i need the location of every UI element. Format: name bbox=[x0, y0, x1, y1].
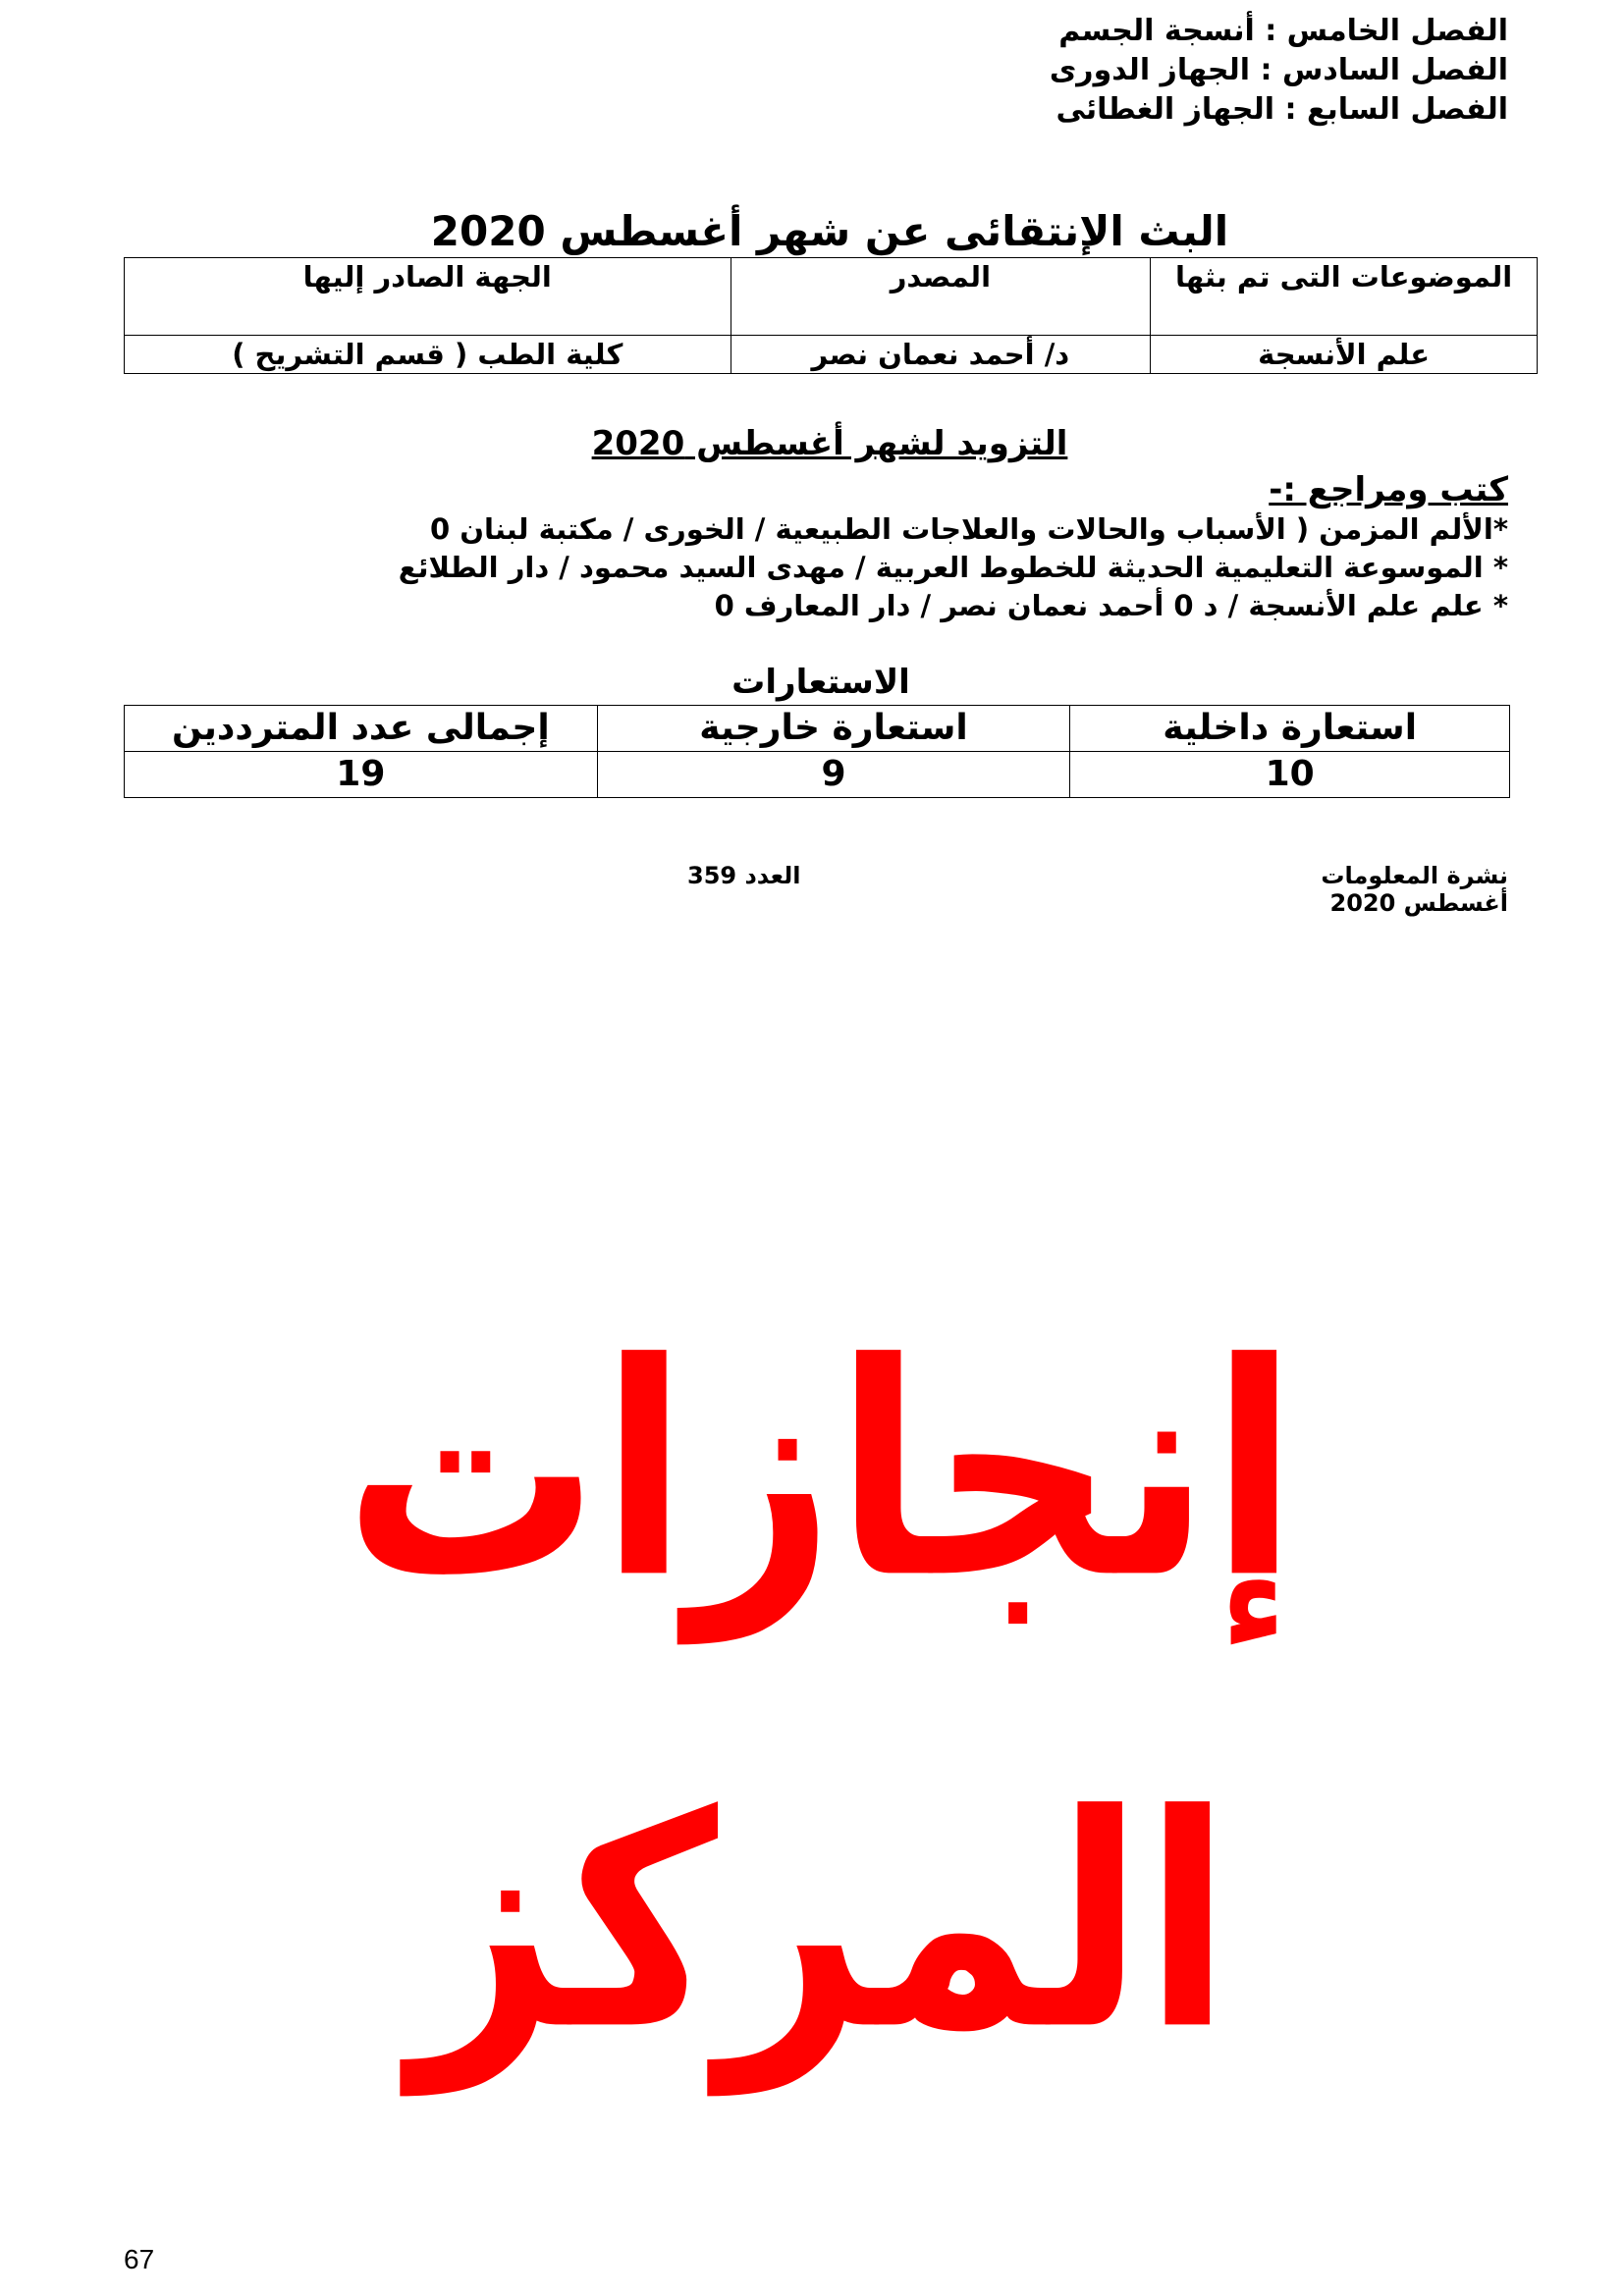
acquisitions-title: التزويد لشهر أغسطس 2020 bbox=[591, 424, 1068, 463]
table-header-row bbox=[125, 706, 1510, 752]
bulletin-info bbox=[1321, 862, 1508, 917]
chapter-line: الفصل السادس : الجهاز الدورى bbox=[1049, 53, 1508, 87]
broadcast-title: البث الإنتقائى عن شهر أغسطس 2020 bbox=[430, 207, 1229, 255]
table-header-row bbox=[125, 258, 1538, 336]
table-header-cell: استعارة خارجية bbox=[597, 706, 1070, 752]
table-cell: كلية الطب ( قسم التشريح ) bbox=[125, 336, 731, 374]
table-header-cell: استعارة داخلية bbox=[1070, 706, 1510, 752]
table-row bbox=[125, 336, 1538, 374]
table-header-cell: المصدر bbox=[731, 258, 1151, 336]
chapter-line: الفصل السابع : الجهاز الغطائى bbox=[1056, 92, 1508, 127]
loans-title: الاستعارات bbox=[731, 663, 910, 702]
chapter-line: الفصل الخامس : أنسجة الجسم bbox=[1058, 14, 1508, 48]
table-cell: 9 bbox=[597, 752, 1070, 798]
table-cell: علم الأنسجة bbox=[1151, 336, 1538, 374]
table-header-cell: الموضوعات التى تم بثها bbox=[1151, 258, 1538, 336]
section-heading: إنجازات المركز bbox=[344, 1302, 1298, 2095]
bulletin-date: أغسطس 2020 bbox=[1329, 889, 1508, 917]
bulletin-name: نشرة المعلومات bbox=[1321, 862, 1508, 889]
broadcast-table bbox=[124, 257, 1538, 374]
table-cell: 19 bbox=[125, 752, 598, 798]
table-header-cell: إجمالى عدد المترددين bbox=[125, 706, 598, 752]
table-header-cell: الجهة الصادر إليها bbox=[125, 258, 731, 336]
page-number: 67 bbox=[124, 2244, 155, 2274]
table-cell: د/ أحمد نعمان نصر bbox=[731, 336, 1151, 374]
loans-table bbox=[124, 705, 1510, 798]
list-item: * الموسوعة التعليمية الحديثة للخطوط العربية / مهدى السيد محمود / دار الطلائع bbox=[398, 551, 1508, 584]
table-row bbox=[125, 752, 1510, 798]
issue-number: العدد 359 bbox=[687, 862, 801, 889]
books-list bbox=[114, 510, 1508, 625]
list-item: * علم علم الأنسجة / د 0 أحمد نعمان نصر / دار المعارف 0 bbox=[714, 589, 1508, 622]
chapter-list bbox=[821, 12, 1508, 130]
list-item: *الألم المزمن ( الأسباب والحالات والعلاجات الطبيعية / الخورى / مكتبة لبنان 0 bbox=[430, 512, 1508, 546]
table-cell: 10 bbox=[1070, 752, 1510, 798]
books-heading: كتب ومراجع :- bbox=[1269, 470, 1508, 509]
